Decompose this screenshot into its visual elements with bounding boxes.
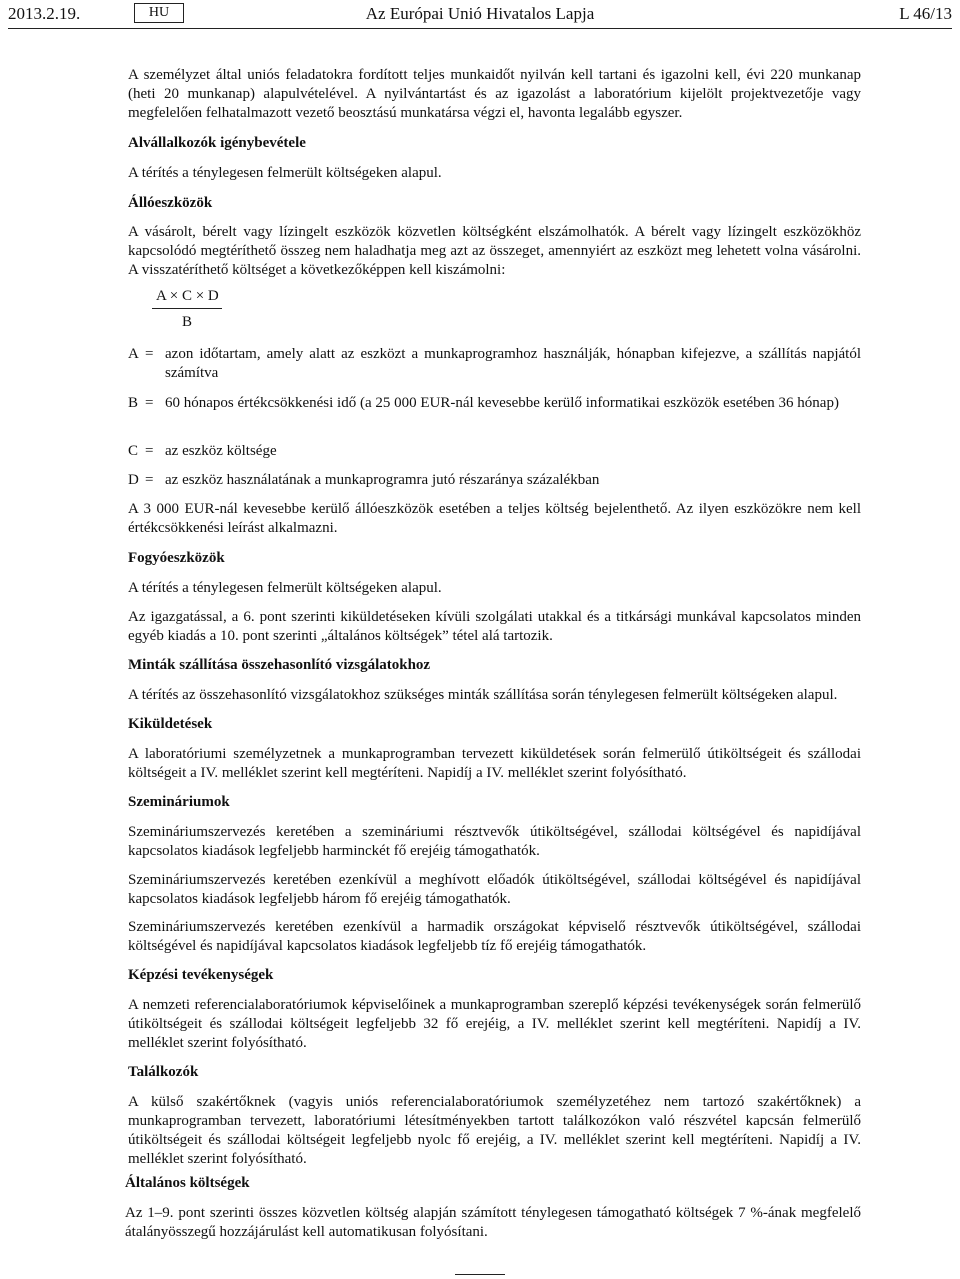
section-title: Állóeszközök: [128, 195, 213, 211]
section-title: Kiküldetések: [128, 716, 213, 732]
formula-denominator: B: [181, 314, 192, 330]
s4-paragraph-2: Az igazgatással, a 6. pont szerinti kiküldetéseken kívüli szolgálati utakkal és a titkársági munkával kapcsolatos minden egyéb kiadás a 10. pont szerinti „általános költségek” tétel alá tartozik.: [128, 609, 861, 644]
definition-text: 60 hónapos értékcsökkenési idő (a 25 000 EUR-nál kevesebbe kerülő informatikai eszközök esetében 36 hónap): [165, 395, 839, 411]
definition-text: az eszköz költsége: [165, 443, 277, 459]
header-date: 2013.2.19.: [8, 4, 81, 23]
header-language-badge: HU: [134, 3, 184, 23]
section-3-heading: [128, 194, 212, 213]
equals-sign: =: [145, 346, 154, 362]
definition-a: [128, 345, 861, 383]
s3-paragraph-1: A vásárolt, bérelt vagy lízingelt eszközök közvetlen költségként elszámolhatók. A bérelt vagy lízingelt eszközökhöz kapcsolódó megtéríthető összeg nem haladhatja meg azt az összeget, amennyiért az eszközt meg lehetett volna vásárolni. A visszatéríthető költséget a következőképpen kell kiszámolni:: [128, 224, 861, 278]
section-2-heading: [128, 134, 306, 153]
s2-paragraph-1: A térítés a ténylegesen felmerült költségeken alapul.: [128, 165, 442, 181]
section-9-heading: [128, 1063, 198, 1082]
section-7-heading: [128, 793, 230, 812]
fraction-bar: [152, 308, 222, 309]
formula-numerator: A × C × D: [156, 288, 219, 304]
definition-b: [128, 394, 861, 413]
section-title: Képzési tevékenységek: [128, 967, 274, 983]
section-8-heading: [128, 966, 273, 985]
header-rule: [8, 28, 952, 29]
s7-paragraph-1: Szemináriumszervezés keretében a szemináriumi résztvevők útiköltségével, szállodai költségével és napidíjával kapcsolatos kiadások legfeljebb harminckét fő erejéig támogathatók.: [128, 824, 861, 859]
s5-paragraph-1: A térítés az összehasonlító vizsgálatokhoz szükséges minták szállítása során ténylegesen felmerült költségeken alapul.: [128, 687, 838, 703]
equals-sign: =: [145, 443, 154, 459]
header-journal-title: Az Európai Unió Hivatalos Lapja: [365, 4, 595, 23]
section-4-heading: [128, 549, 225, 568]
s6-paragraph-1: A laboratóriumi személyzetnek a munkaprogramban tervezett kiküldetések során felmerülő útiköltségeit és szállodai költségeit a IV. melléklet szerint kell megtéríteni. Napidíj a IV. melléklet szerint folyósítható.: [128, 746, 861, 781]
definition-c: [128, 442, 861, 461]
section-title: Találkozók: [128, 1064, 199, 1080]
definition-text: azon időtartam, amely alatt az eszközt a munkaprogramhoz használják, hónapban kifejezve, a szállítás napjától számítva: [165, 346, 861, 381]
header-page-reference: L 46/13: [899, 4, 952, 23]
definition-label: D: [128, 472, 139, 488]
section-title: Minták szállítása összehasonlító vizsgálatokhoz: [128, 657, 431, 673]
definition-label: B: [128, 395, 139, 411]
footer-rule: [455, 1274, 505, 1275]
section-title: Általános költségek: [125, 1175, 250, 1191]
s10-paragraph-1: Az 1–9. pont szerinti összes közvetlen költség alapján számított ténylegesen támogatható költségek 7 %-ának megfelelő átalányösszegű hozzájárulást kell automatikusan folyósítani.: [125, 1205, 861, 1240]
section-title: Alvállalkozók igénybevétele: [128, 135, 306, 151]
s7-paragraph-3: Szemináriumszervezés keretében ezenkívül a harmadik országokat képviselő résztvevők útiköltségével, szállodai költségével és napidíjával kapcsolatos kiadások legfeljebb tíz fő erejéig támogathatók.: [128, 919, 861, 954]
depreciation-formula: [152, 287, 223, 332]
s9-paragraph-1: A külső szakértőknek (vagyis uniós referencialaboratóriumok személyzetéhez nem tartozó szakértőknek) a munkaprogramban tervezett, laboratóriumi létesítményekben tartott találkozókon való részvétel kapcsán felmerülő útiköltségeit és szállodai költségeit legfeljebb nyolc fő erejéig, a IV. melléklet szerint kell megtéríteni. Napidíj a IV. melléklet szerint folyósítható.: [128, 1094, 861, 1167]
s4-paragraph-1: A térítés a ténylegesen felmerült költségeken alapul.: [128, 580, 442, 596]
section-title: Szemináriumok: [128, 794, 230, 810]
definition-label: C: [128, 443, 139, 459]
s8-paragraph-1: A nemzeti referencialaboratóriumok képviselőinek a munkaprogramban szereplő képzési tevékenységek során felmerülő útiköltségeit és szállodai költségeit legfeljebb 32 fő erejéig, a IV. melléklet szerint kell megtéríteni. Napidíj a IV. melléklet szerint folyósítható.: [128, 997, 861, 1051]
definition-d: [128, 471, 861, 490]
definition-label: A: [128, 346, 139, 362]
equals-sign: =: [145, 472, 154, 488]
section-10-heading: [125, 1174, 250, 1193]
equals-sign: =: [145, 395, 154, 411]
section-title: Fogyóeszközök: [128, 550, 225, 566]
s7-paragraph-2: Szemináriumszervezés keretében ezenkívül a meghívott előadók útiköltségével, szállodai költségével és napidíjával kapcsolatos kiadások legfeljebb három fő erejéig támogathatók.: [128, 872, 861, 907]
s3-paragraph-2: A 3 000 EUR-nál kevesebbe kerülő állóeszközök esetében a teljes költség bejelenthető. Az ilyen eszközökre nem kell értékcsökkenési leírást alkalmazni.: [128, 501, 861, 536]
section-5-heading: [128, 656, 430, 675]
intro-paragraph: A személyzet által uniós feladatokra fordított teljes munkaidőt nyilván kell tartani és igazolni kell, évi 220 munkanap (heti 20 munkanap) alapulvételével. A nyilvántartást és az igazolást a laboratórium kijelölt projektvezetője vagy megfelelően felhatalmazott vezető beosztású munkatársa végzi el, havonta legalább egyszer.: [128, 67, 861, 121]
page-header: [0, 0, 960, 30]
definition-text: az eszköz használatának a munkaprogramra jutó részaránya százalékban: [165, 472, 600, 488]
section-6-heading: [128, 715, 212, 734]
